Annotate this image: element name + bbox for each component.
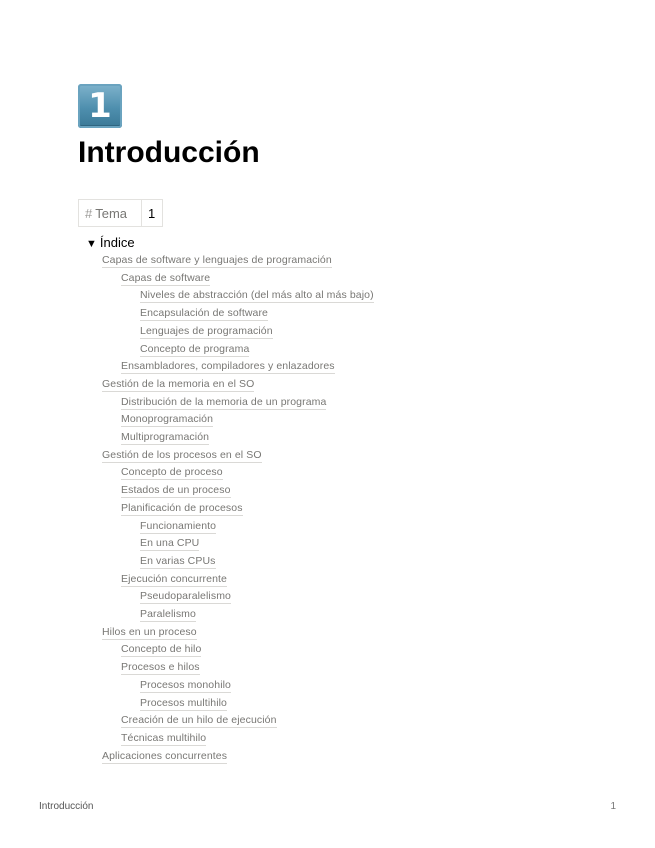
toc-item[interactable] — [121, 413, 213, 425]
toc-item-link[interactable]: Creación de un hilo de ejecución — [121, 714, 277, 727]
property-name: Tema — [95, 205, 128, 221]
toc-item-link[interactable]: Distribución de la memoria de un programa — [121, 395, 327, 408]
toc-item[interactable] — [121, 396, 326, 408]
toc-item-link[interactable]: En varias CPUs — [140, 554, 216, 567]
toc-item[interactable] — [102, 254, 332, 266]
triangle-down-icon[interactable]: ▼ — [86, 238, 97, 250]
toc-item-link[interactable]: Concepto de hilo — [121, 643, 202, 656]
toc-item[interactable] — [121, 484, 231, 496]
toc-item[interactable] — [140, 307, 268, 319]
toc-item[interactable] — [102, 378, 254, 390]
property-name-cell — [79, 200, 142, 227]
toc-item[interactable] — [121, 661, 200, 673]
toc-item-link[interactable]: Niveles de abstracción (del más alto al más bajo) — [140, 289, 374, 302]
toc-item[interactable] — [140, 343, 249, 355]
toc-item[interactable] — [102, 750, 227, 762]
toc-item[interactable] — [140, 325, 273, 337]
toc-item-link[interactable]: En una CPU — [140, 537, 200, 550]
toc-item[interactable] — [121, 360, 335, 372]
property-row — [79, 200, 163, 227]
toc-toggle[interactable] — [86, 235, 135, 250]
toc-item-link[interactable]: Multiprogramación — [121, 431, 210, 443]
toc-item[interactable] — [121, 272, 210, 284]
toc-heading: Índice — [99, 235, 135, 250]
page-icon-label: 1 — [88, 86, 112, 126]
toc-item-link[interactable]: Capas de software — [121, 271, 211, 284]
toc-item[interactable] — [140, 537, 199, 549]
toc-item-link[interactable]: Aplicaciones concurrentes — [102, 749, 228, 762]
toc-item[interactable] — [140, 555, 216, 567]
property-value[interactable]: 1 — [142, 200, 163, 227]
toc-item-link[interactable]: Ensambladores, compiladores y enlazadores — [121, 360, 335, 373]
toc-item-link[interactable]: Estados de un proceso — [121, 484, 231, 497]
toc-item-link[interactable]: Concepto de proceso — [121, 466, 223, 479]
footer-page-number: 1 — [610, 801, 616, 812]
toc-item-link[interactable]: Monoprogramación — [121, 413, 214, 426]
toc-item-link[interactable]: Gestión de los procesos en el SO — [102, 448, 262, 461]
page-icon-keycap-1 — [78, 84, 122, 128]
toc-item[interactable] — [121, 502, 243, 514]
toc-item[interactable] — [121, 573, 227, 585]
number-property-icon: # — [85, 205, 93, 221]
toc-item[interactable] — [140, 679, 231, 691]
toc-item-link[interactable]: Capas de software y lenguajes de programación — [102, 254, 332, 266]
toc-item-link[interactable]: Concepto de programa — [140, 342, 250, 355]
toc-item[interactable] — [102, 626, 197, 638]
toc-item-link[interactable]: Procesos multihilo — [140, 696, 227, 709]
toc-item-link[interactable]: Planificación de procesos — [121, 501, 243, 514]
toc-item-link[interactable]: Pseudoparalelismo — [140, 590, 232, 603]
toc-item[interactable] — [140, 608, 196, 620]
toc-item-link[interactable]: Técnicas multihilo — [121, 731, 207, 744]
property-table — [78, 199, 163, 227]
toc-item[interactable] — [140, 590, 231, 602]
toc-item[interactable] — [121, 643, 201, 655]
toc-item[interactable] — [121, 431, 209, 443]
toc-item[interactable] — [140, 289, 374, 301]
toc-item[interactable] — [121, 714, 277, 726]
toc-item-link[interactable]: Encapsulación de software — [140, 307, 268, 320]
toc-item[interactable] — [121, 732, 206, 744]
toc-item-link[interactable]: Paralelismo — [140, 608, 196, 620]
toc-item-link[interactable]: Procesos e hilos — [121, 661, 200, 674]
toc-item[interactable] — [102, 449, 262, 461]
toc-item-link[interactable]: Procesos monohilo — [140, 678, 231, 691]
toc-item[interactable] — [140, 520, 216, 532]
footer-title: Introducción — [39, 801, 94, 812]
toc-item-link[interactable]: Funcionamiento — [140, 519, 217, 532]
toc-item[interactable] — [121, 466, 223, 478]
toc-item-link[interactable]: Gestión de la memoria en el SO — [102, 377, 255, 390]
toc-item-link[interactable]: Ejecución concurrente — [121, 572, 227, 585]
toc-item-link[interactable]: Lenguajes de programación — [140, 324, 273, 337]
toc-item[interactable] — [140, 697, 227, 709]
page-title: Introducción — [78, 136, 260, 169]
toc-item-link[interactable]: Hilos en un proceso — [102, 625, 197, 638]
